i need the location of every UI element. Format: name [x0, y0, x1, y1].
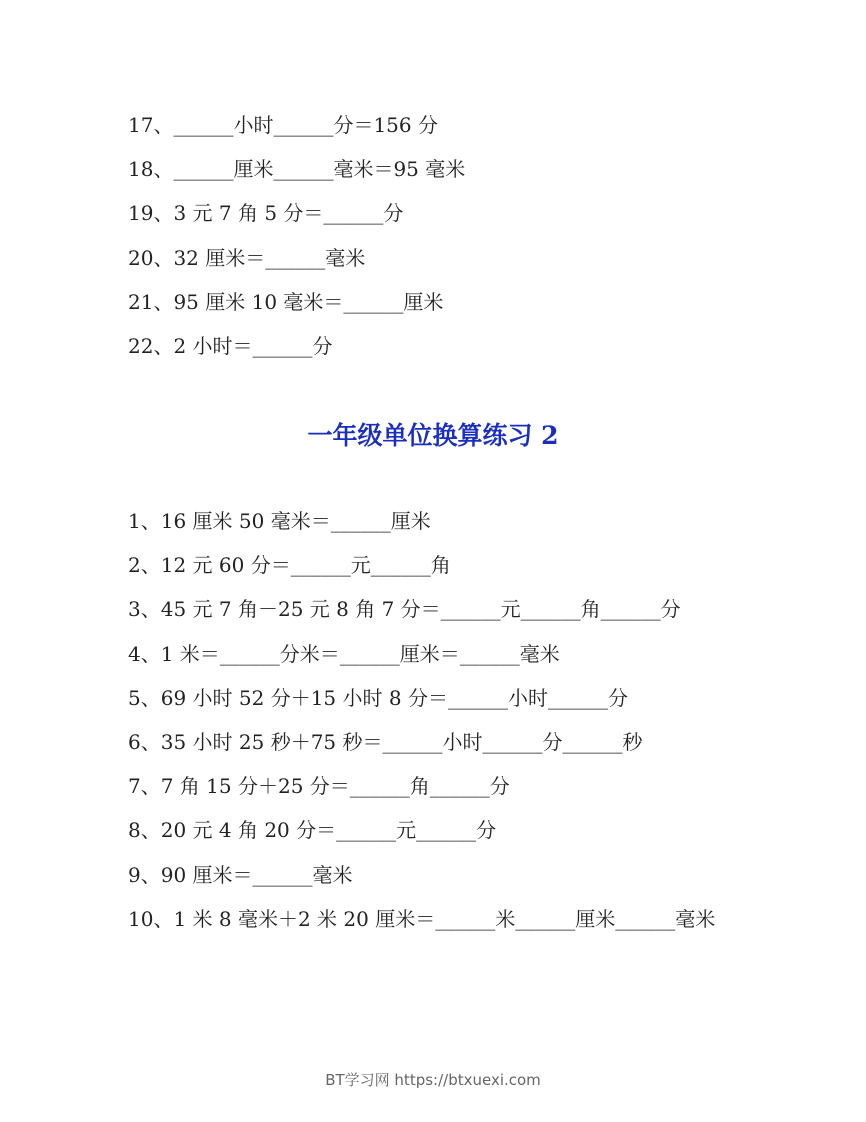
exercise-list-part1 [128, 103, 748, 368]
exercise-item-8: 8、20 元 4 角 20 分＝______元______分 [128, 818, 497, 843]
footer-watermark: BT学习网 https://btxuexi.com [325, 1071, 541, 1089]
exercise-item-5: 5、69 小时 52 分＋15 小时 8 分＝______小时______分 [128, 685, 628, 710]
exercise-item-19: 19、3 元 7 角 5 分＝______分 [128, 201, 404, 226]
exercise-item-20: 20、32 厘米＝______毫米 [128, 245, 366, 270]
exercise-item-7: 7、7 角 15 分＋25 分＝______角______分 [128, 774, 510, 799]
exercise-item-21: 21、95 厘米 10 毫米＝______厘米 [128, 289, 444, 314]
exercise-item-22: 22、2 小时＝______分 [128, 333, 333, 358]
exercise-item-2: 2、12 元 60 分＝______元______角 [128, 553, 451, 578]
exercise-item-10: 10、1 米 8 毫米＋2 米 20 厘米＝______米______厘米______毫米 [128, 906, 716, 931]
exercise-item-17: 17、______小时______分＝156 分 [128, 113, 438, 137]
exercise-item-3: 3、45 元 7 角－25 元 8 角 7 分＝______元______角______分 [128, 597, 681, 622]
section-title: 一年级单位换算练习 2 [307, 421, 559, 450]
exercise-item-1: 1、16 厘米 50 毫米＝______厘米 [128, 509, 431, 533]
exercise-item-9: 9、90 厘米＝______毫米 [128, 862, 353, 887]
exercise-item-4: 4、1 米＝______分米＝______厘米＝______毫米 [128, 641, 560, 666]
exercise-item-6: 6、35 小时 25 秒＋75 秒＝______小时______分______秒 [128, 729, 643, 754]
exercise-list-part2 [128, 499, 748, 941]
exercise-item-18: 18、______厘米______毫米＝95 毫米 [128, 157, 466, 182]
